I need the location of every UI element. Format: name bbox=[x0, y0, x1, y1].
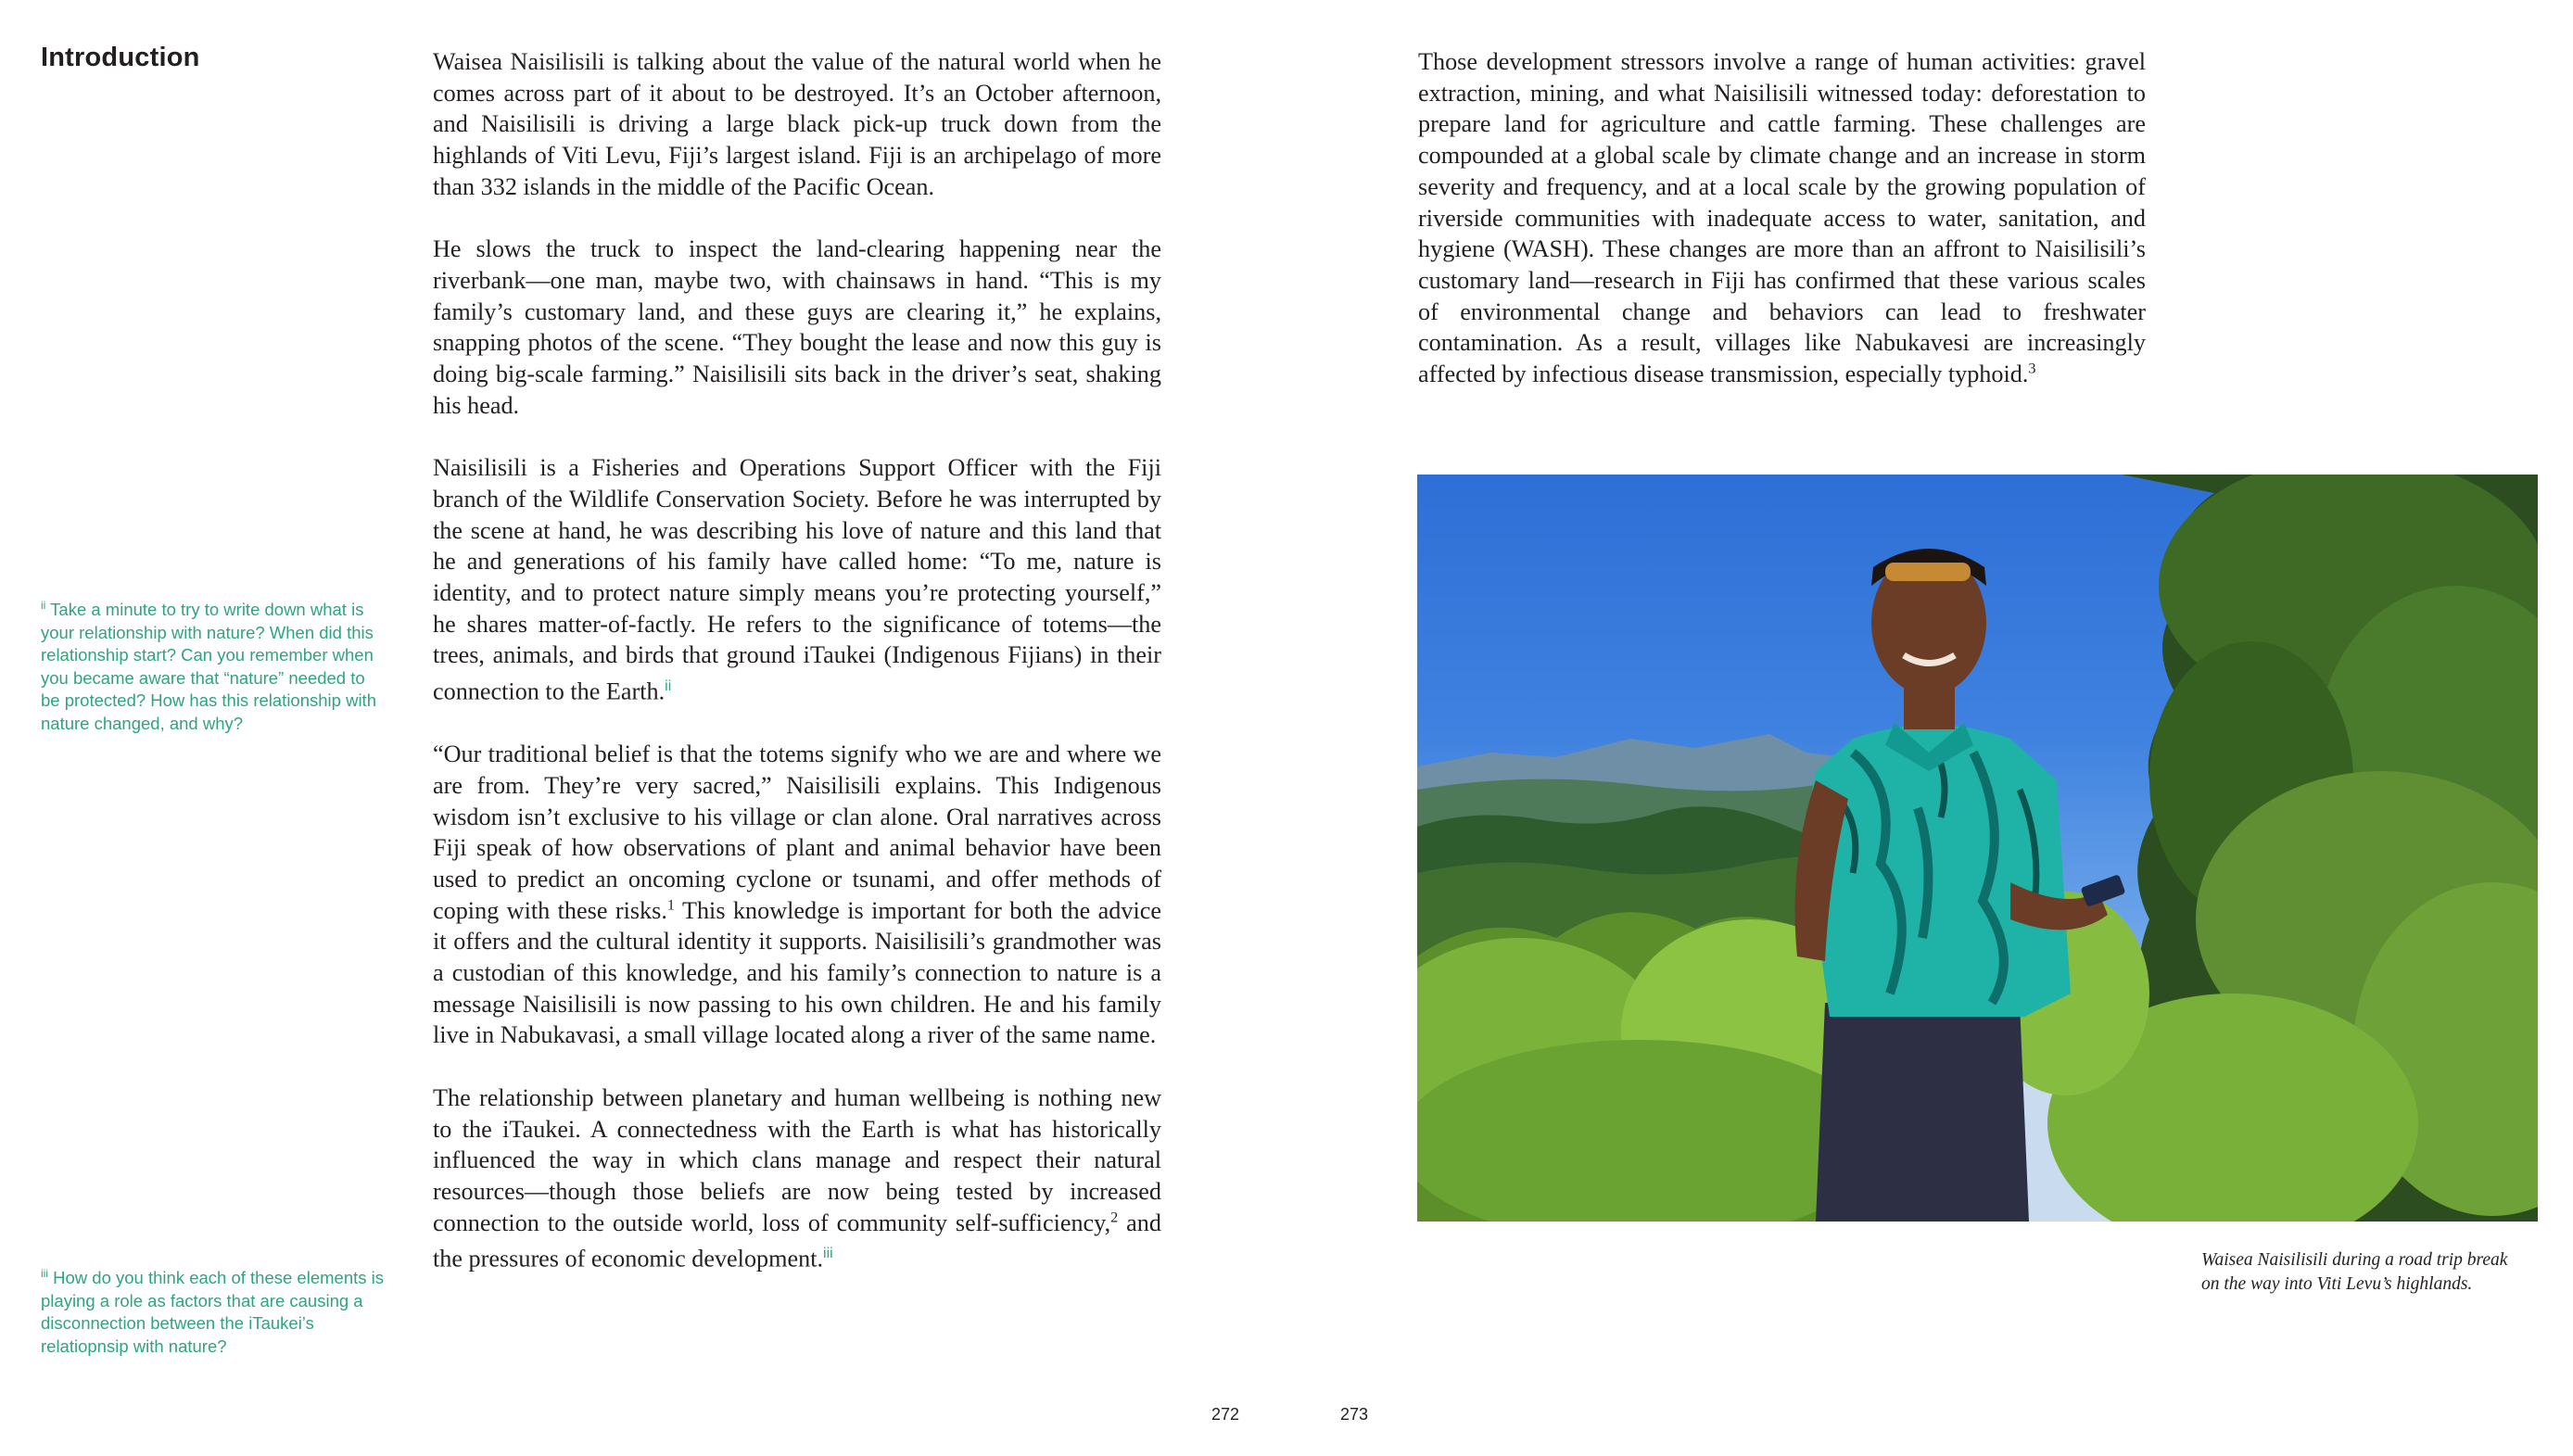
body-paragraph: Those development stressors involve a range of human activities: gravel extraction, mining, and what Naisilisili witnessed today: deforestation to prepare land for agriculture and cattle farming. These challenges are compounded at a global scale by climate change and an increase in storm severity and frequency, and at a local scale by the growing population of riverside communities with inadequate access to water, sanitation, and hygiene (WASH). These changes are more than an affront to Naisilisili’s customary land—research in Fiji has confirmed that these various scales of environmental change and behaviors can lead to freshwater contamination. As a result, villages like Nabukavesi are increasingly affected by infectious disease transmission, especially typhoid.$^3$ bbox=[1418, 48, 2146, 388]
footnote-ref-3: 3 bbox=[2028, 360, 2036, 377]
landscape-illustration bbox=[1417, 475, 2538, 1222]
page-number-left: 272 bbox=[1211, 1405, 1240, 1424]
footnote-ref-2: 2 bbox=[1110, 1208, 1119, 1225]
right-body-column bbox=[1418, 46, 2146, 421]
footnote-ref-1: 1 bbox=[666, 895, 676, 913]
portrait-photo bbox=[1417, 475, 2538, 1222]
body-paragraph: Naisilisili is a Fisheries and Operations Support Officer with the Fiji branch of the Wildlife Conservation Society. Before he was interrupted by the scene at hand, he was describing his love of nature and this land that he and generations of his family have called home: “To me, nature is identity, and to protect nature simply means you’re protecting yourself,” he shares matter-of-factly. He refers to the significance of totems—the trees, animals, and birds that ground iTaukei (Indigenous Fijians) in their connection to the Earth.$^{ii}$ bbox=[433, 454, 1161, 705]
side-note-iii bbox=[41, 1267, 384, 1358]
body-paragraph: The relationship between planetary and human wellbeing is nothing new to the iTaukei. A connectedness with the Earth is what has historically influenced the way in which clans manage and respect their natural resources—though those beliefs are now being tested by increased connection to the outside world, loss of community self-sufficiency,$^2$ and the pressures of economic development.$^{iii}$ bbox=[433, 1083, 1161, 1273]
side-note-ii bbox=[41, 599, 384, 736]
page-number-right: 273 bbox=[1340, 1405, 1369, 1424]
photo-caption: Waisea Naisilisili during a road trip break on the way into Viti Levu’s highlands. bbox=[2201, 1250, 2508, 1294]
side-note-marker: iii bbox=[41, 1266, 49, 1280]
note-reference-iii: iii bbox=[823, 1246, 833, 1262]
side-note-text: How do you think each of these elements is playing a role as factors that are causing a disconnection between the iTaukei’s relatiopnsip with nature? bbox=[41, 1268, 384, 1356]
left-body-column bbox=[433, 46, 1161, 1307]
side-note-text: Take a minute to try to write down what is your relationship with nature? When did this relationship start? Can you remember when you became aware that “nature” needed to be protected? How has this relationship with nature changed, and why? bbox=[41, 600, 376, 733]
body-paragraph: He slows the truck to inspect the land-clearing happening near the riverbank—one man, maybe two, with chainsaws in hand. “This is my family’s customary land, and these guys are clearing it,” he explains, snapping photos of the scene. “They bought the lease and now this guy is doing big-scale farming.” Naisilisili sits back in the driver’s seat, shaking his head. bbox=[433, 235, 1161, 419]
body-paragraph: Waisea Naisilisili is talking about the value of the natural world when he comes across part of it about to be destroyed. It’s an October afternoon, and Naisilisili is driving a large black pick-up truck down from the highlands of Viti Levu, Fiji’s largest island. Fiji is an archipelago of more than 332 islands in the middle of the Pacific Ocean. bbox=[433, 48, 1161, 200]
side-note-marker: ii bbox=[41, 598, 46, 612]
note-reference-ii: ii bbox=[665, 678, 672, 695]
section-heading: Introduction bbox=[41, 43, 200, 72]
body-paragraph: “Our traditional belief is that the totems signify who we are and where we are from. They’re very sacred,” Naisilisili explains. This Indigenous wisdom isn’t exclusive to his village or clan alone. Oral narratives across Fiji speak of how observations of plant and animal behavior have been used to predict an oncoming cyclone or tsunami, and offer methods of coping with these risks.$^1$ This knowledge is important for both the advice it offers and the cultural identity it supports. Naisilisili’s grandmother was a custodian of this knowledge, and his family’s connection to nature is a message Naisilisili is now passing to his own children. He and his family live in Nabukavasi, a small village located along a river of the same name. bbox=[433, 741, 1161, 1049]
